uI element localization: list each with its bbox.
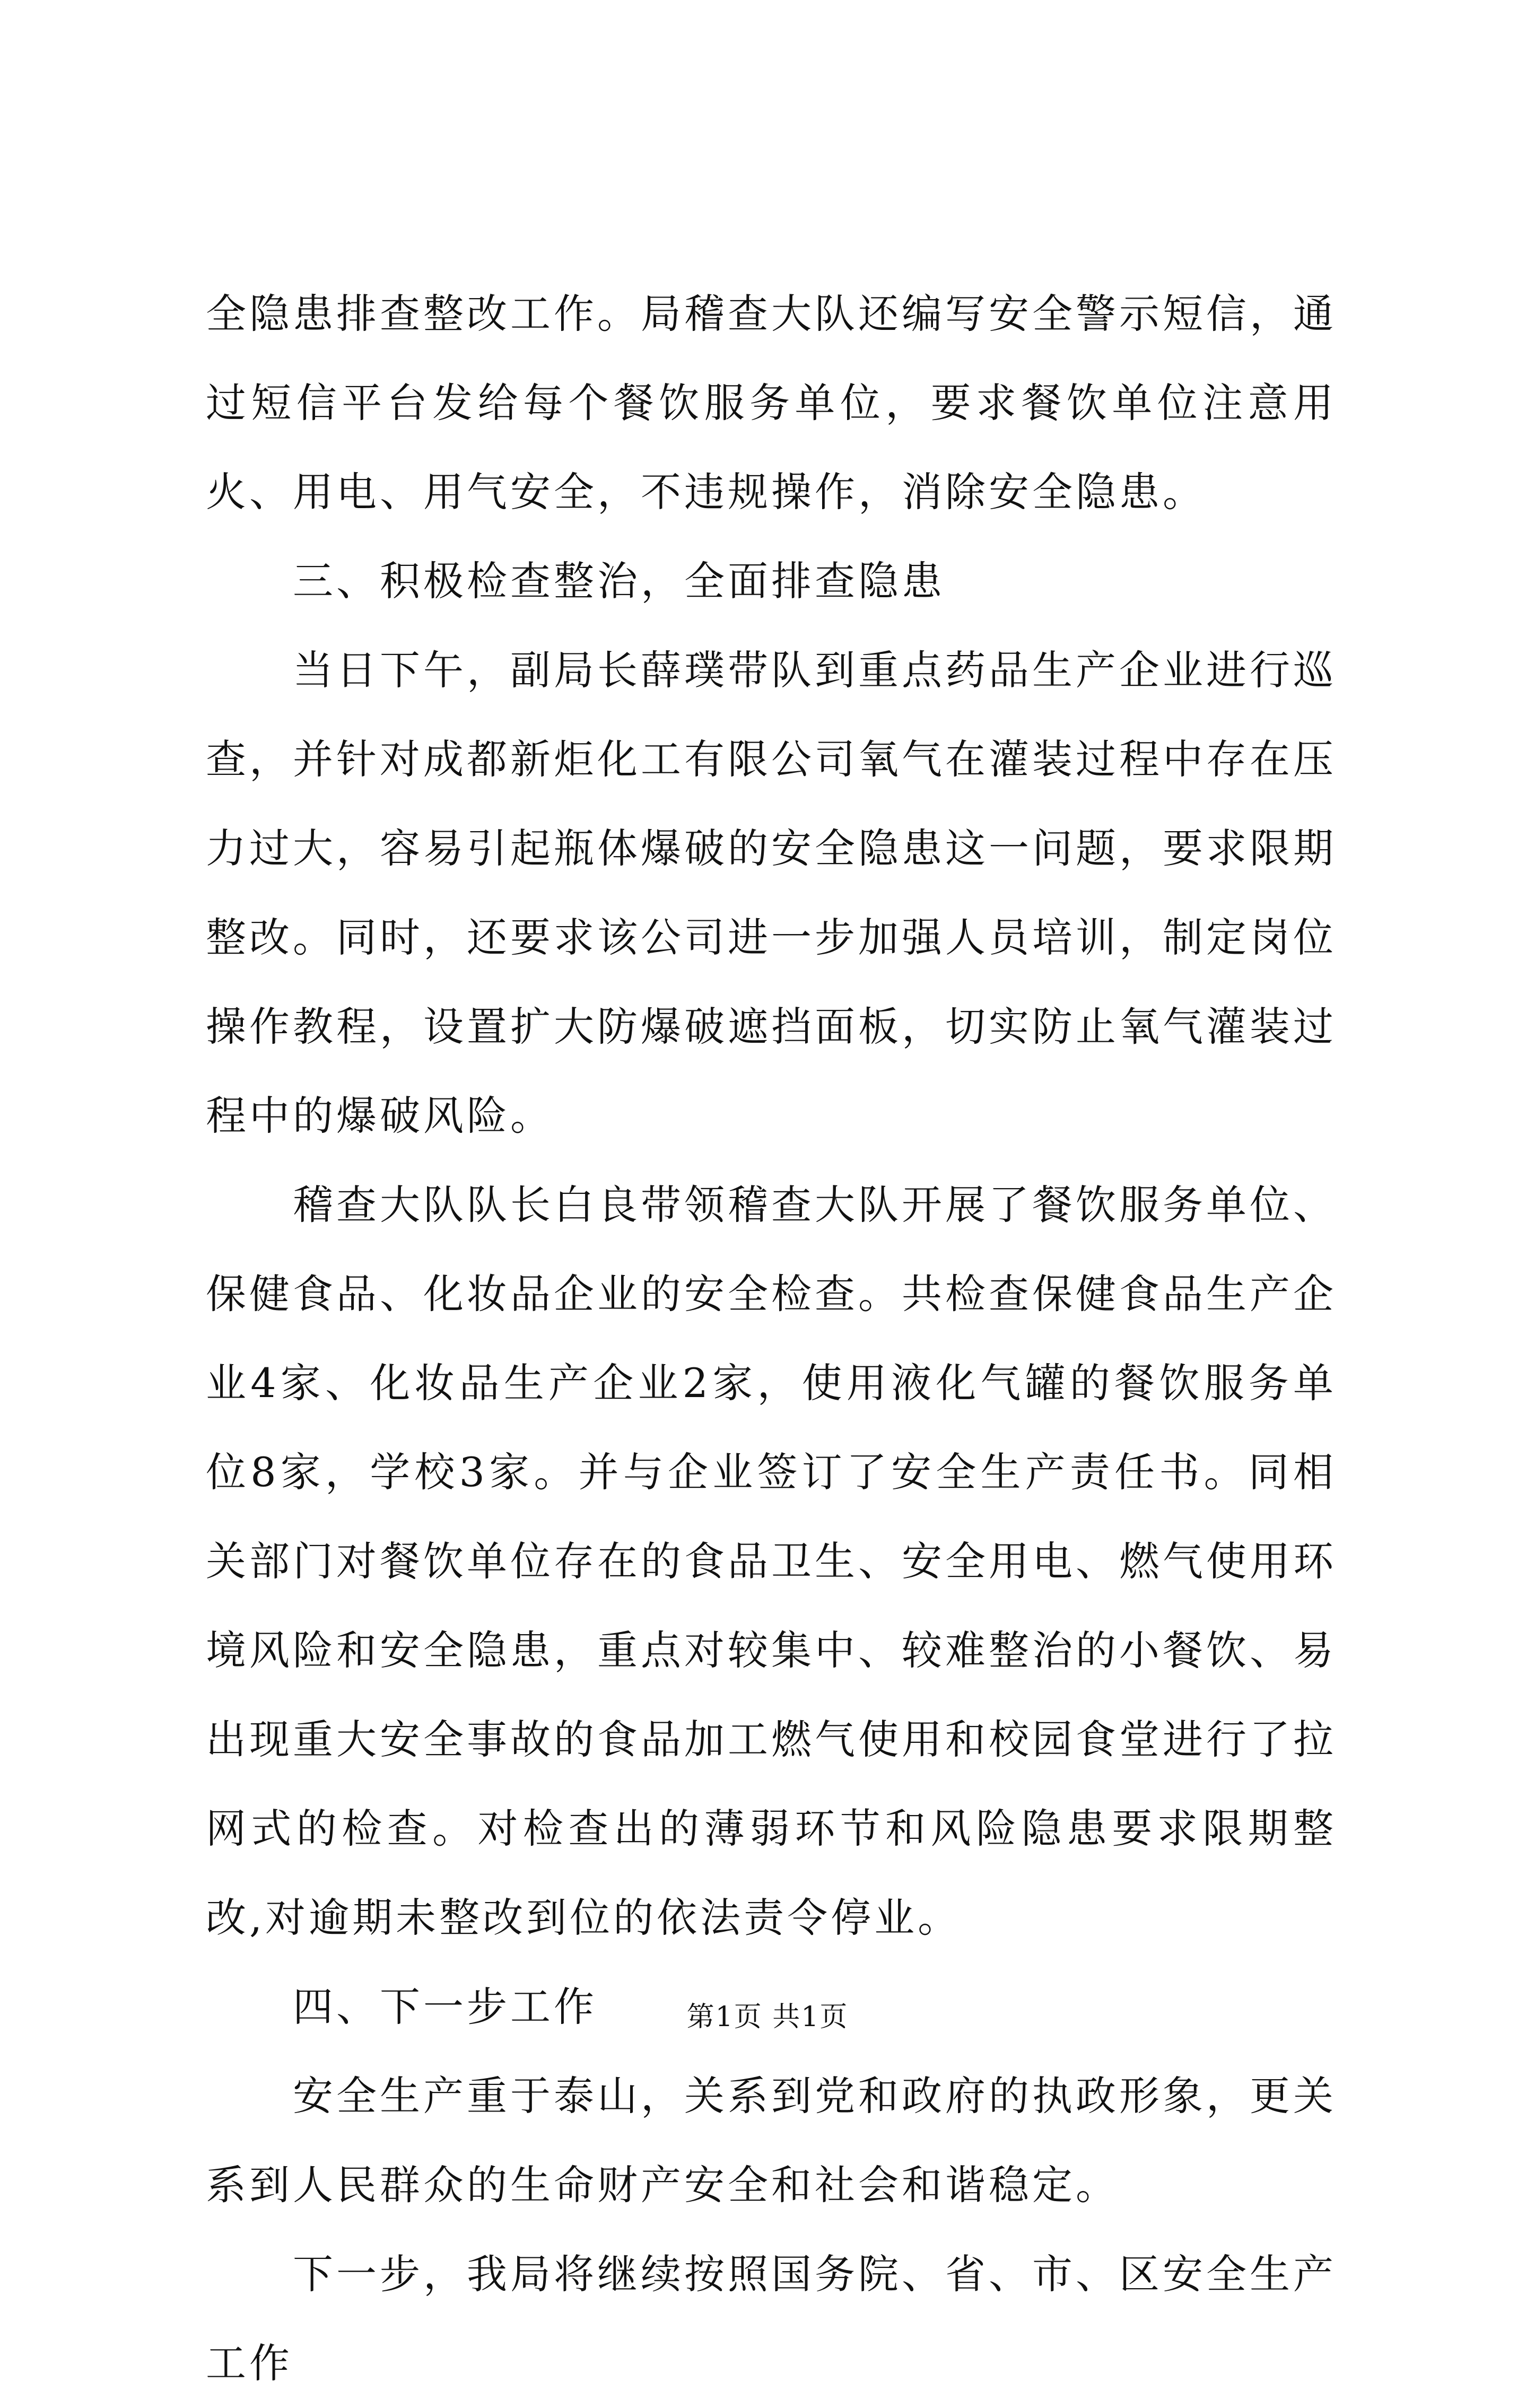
section-heading: 四、下一步工作 xyxy=(293,1983,597,2030)
paragraph: 稽查大队队长白良带领稽查大队开展了餐饮服务单位、保健食品、化妆品企业的安全检查。共检查保健食品生产企业4家、化妆品生产企业2家，使用液化气罐的餐饮服务单位8家，学校3家。并与企业签订了安全生产责任书。同相关部门对餐饮单位存在的食品卫生、安全用电、燃气使用环境风险和安全隐患，重点对较集中、较难整治的小餐饮、易出现重大安全事故的食品加工燃气使用和校园食堂进行了拉网式的检查。对检查出的薄弱环节和风险隐患要求限期整改,对逾期未整改到位的依法责令停业。 xyxy=(206,1181,1337,1941)
paragraph: 当日下午，副局长薛璞带队到重点药品生产企业进行巡查，并针对成都新炬化工有限公司氧气在灌装过程中存在压力过大，容易引起瓶体爆破的安全隐患这一问题，要求限期整改。同时，还要求该公司进一步加强人员培训，制定岗位操作教程，设置扩大防爆破遮挡面板，切实防止氧气灌装过程中的爆破风险。 xyxy=(206,647,1337,1139)
document-body xyxy=(206,269,1337,2408)
paragraph: 全隐患排查整改工作。局稽查大队还编写安全警示短信，通过短信平台发给每个餐饮服务单位，要求餐饮单位注意用火、用电、用气安全，不违规操作，消除安全隐患。 xyxy=(206,290,1337,516)
page-footer: 第1页 共1页 xyxy=(686,2001,849,2033)
paragraph: 安全生产重于泰山，关系到党和政府的执政形象，更关系到人民群众的生命财产安全和社会和谐稳定。 xyxy=(206,2072,1337,2209)
paragraph: 下一步，我局将继续按照国务院、省、市、区安全生产工作 xyxy=(206,2250,1337,2387)
section-heading: 三、积极检查整治，全面排查隐患 xyxy=(293,557,945,605)
